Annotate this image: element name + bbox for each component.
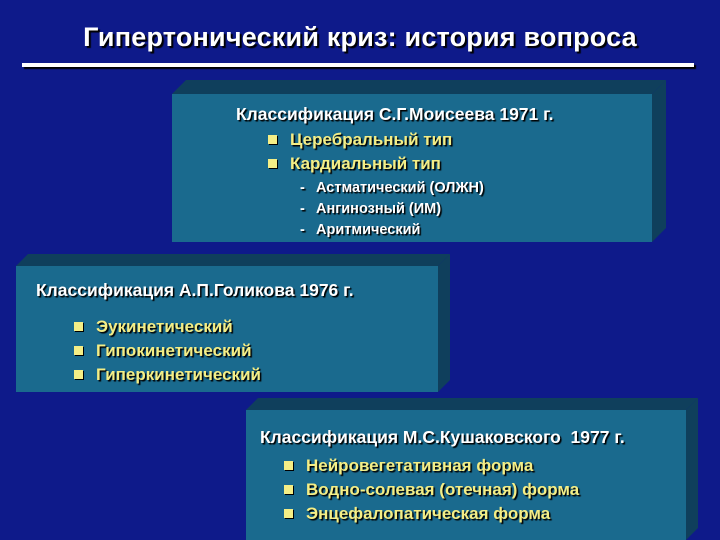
dash-marker: - bbox=[300, 201, 305, 217]
list-item bbox=[74, 315, 354, 339]
list-item bbox=[268, 152, 554, 176]
sub-list-item bbox=[300, 178, 554, 199]
square-bullet-icon bbox=[74, 322, 83, 331]
item-label: Кардиальный тип bbox=[290, 154, 441, 173]
item-label: Церебральный тип bbox=[290, 130, 453, 149]
panel-moiseev-heading: Классификация С.Г.Моисеева 1971 г. bbox=[236, 104, 554, 124]
item-label: Энцефалопатическая форма bbox=[306, 504, 551, 523]
list-item bbox=[284, 502, 625, 526]
panel-moiseev bbox=[172, 80, 668, 244]
sub-list-item bbox=[300, 220, 554, 241]
square-bullet-icon bbox=[268, 159, 277, 168]
panel-golikov bbox=[16, 254, 452, 394]
dash-marker: - bbox=[300, 180, 305, 196]
list-item bbox=[284, 478, 625, 502]
square-bullet-icon bbox=[74, 370, 83, 379]
slide-title: Гипертонический криз: история вопроса bbox=[83, 22, 637, 52]
title-underline bbox=[22, 63, 694, 67]
panel-golikov-heading: Классификация А.П.Голикова 1976 г. bbox=[36, 280, 354, 300]
item-label: Водно-солевая (отечная) форма bbox=[306, 480, 580, 499]
sub-item-label: Астматический (ОЛЖН) bbox=[316, 180, 484, 196]
square-bullet-icon bbox=[74, 346, 83, 355]
sub-list-item bbox=[300, 199, 554, 220]
square-bullet-icon bbox=[284, 485, 293, 494]
panel-kushakovsky bbox=[246, 398, 700, 540]
item-label: Гиперкинетический bbox=[96, 365, 261, 384]
square-bullet-icon bbox=[268, 135, 277, 144]
list-item bbox=[74, 339, 354, 363]
item-label: Гипокинетический bbox=[96, 341, 252, 360]
item-label: Эукинетический bbox=[96, 317, 233, 336]
square-bullet-icon bbox=[284, 461, 293, 470]
list-item bbox=[268, 128, 554, 152]
square-bullet-icon bbox=[284, 509, 293, 518]
item-label: Нейровегетативная форма bbox=[306, 456, 534, 475]
sub-item-label: Аритмический bbox=[316, 222, 421, 238]
list-item bbox=[74, 363, 354, 387]
panel-kushakovsky-heading: Классификация М.С.Кушаковского 1977 г. bbox=[260, 427, 625, 447]
list-item bbox=[284, 454, 625, 478]
sub-item-label: Ангинозный (ИМ) bbox=[316, 201, 442, 217]
dash-marker: - bbox=[300, 222, 305, 238]
